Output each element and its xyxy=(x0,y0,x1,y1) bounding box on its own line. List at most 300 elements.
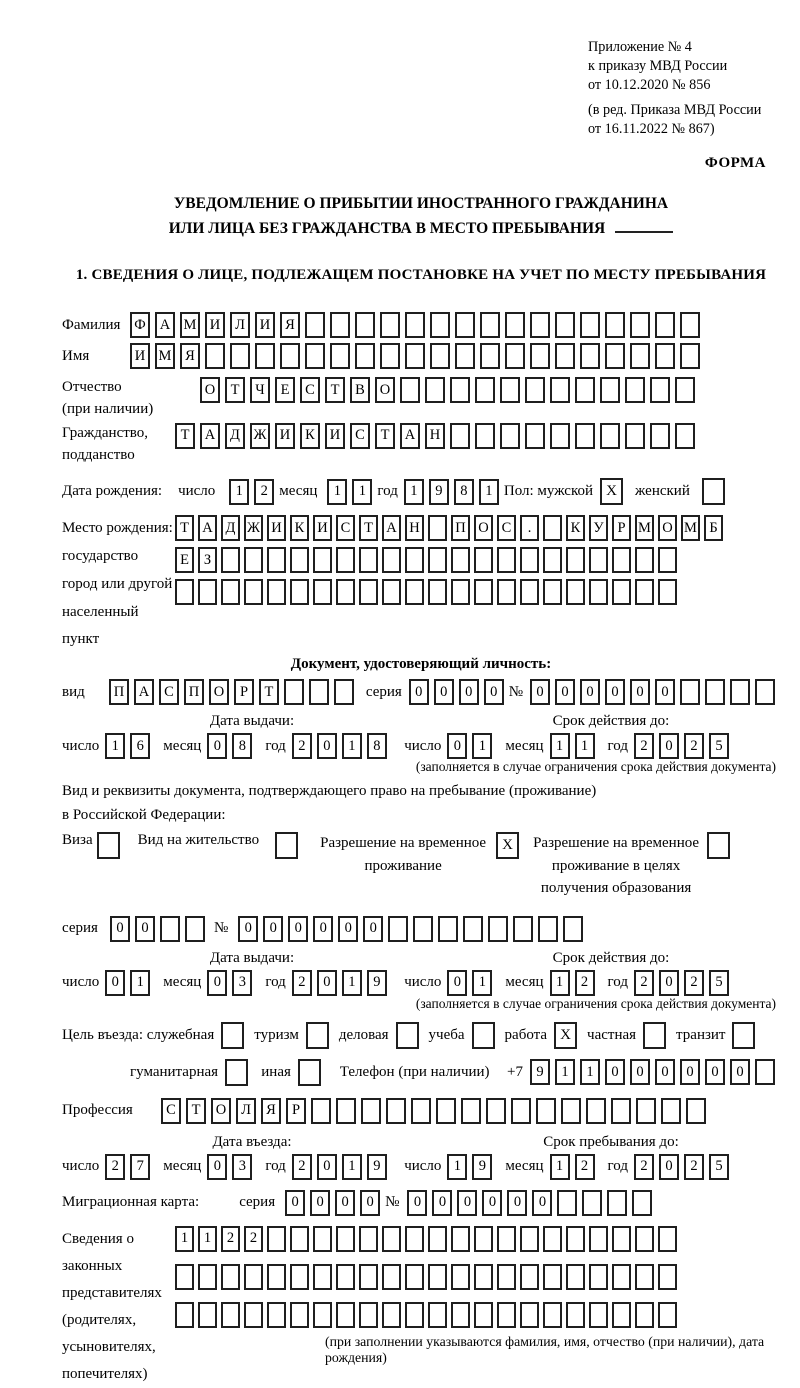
char-box[interactable] xyxy=(680,312,700,338)
char-box[interactable] xyxy=(405,343,425,369)
valid2-year-input[interactable] xyxy=(634,970,734,996)
char-box[interactable] xyxy=(198,579,217,605)
reps-row3-input[interactable] xyxy=(175,1302,780,1328)
char-box[interactable]: 0 xyxy=(338,916,358,942)
doc-type-input[interactable] xyxy=(109,679,359,705)
char-box[interactable]: Ж xyxy=(244,515,263,541)
char-box[interactable] xyxy=(612,1302,631,1328)
char-box[interactable] xyxy=(635,579,654,605)
char-box[interactable] xyxy=(543,1226,562,1252)
char-box[interactable]: И xyxy=(205,312,225,338)
char-box[interactable] xyxy=(380,343,400,369)
char-box[interactable]: К xyxy=(290,515,309,541)
char-box[interactable] xyxy=(543,1302,562,1328)
char-box[interactable]: 5 xyxy=(709,1154,729,1180)
profession-input[interactable] xyxy=(161,1098,711,1124)
char-box[interactable]: 0 xyxy=(363,916,383,942)
char-box[interactable] xyxy=(309,679,329,705)
char-box[interactable]: 9 xyxy=(429,479,449,505)
char-box[interactable] xyxy=(563,916,583,942)
char-box[interactable]: А xyxy=(200,423,220,449)
char-box[interactable]: Е xyxy=(175,547,194,573)
char-box[interactable]: 2 xyxy=(634,733,654,759)
char-box[interactable] xyxy=(451,547,470,573)
char-box[interactable] xyxy=(336,1226,355,1252)
char-box[interactable]: И xyxy=(267,515,286,541)
char-box[interactable] xyxy=(520,1302,539,1328)
char-box[interactable] xyxy=(336,547,355,573)
char-box[interactable] xyxy=(359,1226,378,1252)
char-box[interactable] xyxy=(413,916,433,942)
char-box[interactable]: А xyxy=(198,515,217,541)
char-box[interactable]: Т xyxy=(375,423,395,449)
char-box[interactable]: 0 xyxy=(285,1190,305,1216)
char-box[interactable] xyxy=(611,1098,631,1124)
char-box[interactable] xyxy=(520,1226,539,1252)
char-box[interactable] xyxy=(636,1098,656,1124)
char-box[interactable] xyxy=(290,1302,309,1328)
char-box[interactable] xyxy=(382,1226,401,1252)
char-box[interactable]: А xyxy=(134,679,154,705)
char-box[interactable] xyxy=(382,579,401,605)
char-box[interactable] xyxy=(475,423,495,449)
char-box[interactable]: 0 xyxy=(605,679,625,705)
char-box[interactable] xyxy=(543,1264,562,1290)
char-box[interactable] xyxy=(632,1190,652,1216)
char-box[interactable] xyxy=(313,579,332,605)
char-box[interactable]: 2 xyxy=(292,970,312,996)
char-box[interactable]: Т xyxy=(359,515,378,541)
char-box[interactable] xyxy=(380,312,400,338)
valid2-month-input[interactable] xyxy=(550,970,600,996)
doc-number-input[interactable] xyxy=(530,679,780,705)
char-box[interactable]: 2 xyxy=(575,1154,595,1180)
char-box[interactable]: Я xyxy=(261,1098,281,1124)
char-box[interactable]: 9 xyxy=(367,1154,387,1180)
char-box[interactable]: 0 xyxy=(110,916,130,942)
char-box[interactable] xyxy=(336,579,355,605)
char-box[interactable]: А xyxy=(155,312,175,338)
doc-series-input[interactable] xyxy=(409,679,509,705)
char-box[interactable]: 0 xyxy=(605,1059,625,1085)
char-box[interactable] xyxy=(450,423,470,449)
char-box[interactable]: 2 xyxy=(105,1154,125,1180)
char-box[interactable]: 0 xyxy=(507,1190,527,1216)
char-box[interactable] xyxy=(655,312,675,338)
char-box[interactable] xyxy=(425,377,445,403)
char-box[interactable] xyxy=(221,547,240,573)
char-box[interactable] xyxy=(474,1226,493,1252)
char-box[interactable]: 8 xyxy=(367,733,387,759)
char-box[interactable]: О xyxy=(209,679,229,705)
char-box[interactable] xyxy=(355,343,375,369)
char-box[interactable]: 1 xyxy=(479,479,499,505)
issue2-month-input[interactable] xyxy=(207,970,257,996)
char-box[interactable] xyxy=(221,579,240,605)
char-box[interactable]: Ж xyxy=(250,423,270,449)
char-box[interactable]: 1 xyxy=(555,1059,575,1085)
char-box[interactable]: 0 xyxy=(434,679,454,705)
char-box[interactable]: Я xyxy=(280,312,300,338)
char-box[interactable] xyxy=(655,343,675,369)
issue1-year-input[interactable] xyxy=(292,733,392,759)
char-box[interactable]: 5 xyxy=(709,733,729,759)
char-box[interactable] xyxy=(305,312,325,338)
char-box[interactable]: 2 xyxy=(244,1226,263,1252)
char-box[interactable] xyxy=(267,1302,286,1328)
char-box[interactable]: 0 xyxy=(238,916,258,942)
char-box[interactable] xyxy=(334,679,354,705)
char-box[interactable] xyxy=(290,1226,309,1252)
char-box[interactable]: С xyxy=(350,423,370,449)
char-box[interactable]: 0 xyxy=(457,1190,477,1216)
char-box[interactable] xyxy=(185,916,205,942)
char-box[interactable]: 1 xyxy=(327,479,347,505)
birth-day-input[interactable] xyxy=(229,479,279,505)
char-box[interactable]: 0 xyxy=(360,1190,380,1216)
char-box[interactable]: 0 xyxy=(680,1059,700,1085)
char-box[interactable]: Т xyxy=(175,423,195,449)
char-box[interactable]: 0 xyxy=(630,679,650,705)
char-box[interactable] xyxy=(557,1190,577,1216)
char-box[interactable] xyxy=(198,1302,217,1328)
char-box[interactable] xyxy=(488,916,508,942)
char-box[interactable] xyxy=(550,377,570,403)
char-box[interactable] xyxy=(675,377,695,403)
char-box[interactable]: С xyxy=(159,679,179,705)
char-box[interactable] xyxy=(428,579,447,605)
char-box[interactable]: 0 xyxy=(317,733,337,759)
birth-month-input[interactable] xyxy=(327,479,377,505)
stay-day-input[interactable] xyxy=(447,1154,497,1180)
char-box[interactable]: 0 xyxy=(532,1190,552,1216)
char-box[interactable]: П xyxy=(184,679,204,705)
char-box[interactable] xyxy=(463,916,483,942)
char-box[interactable]: 1 xyxy=(342,1154,362,1180)
name-input[interactable] xyxy=(130,343,705,369)
char-box[interactable] xyxy=(386,1098,406,1124)
char-box[interactable]: И xyxy=(130,343,150,369)
char-box[interactable]: Т xyxy=(225,377,245,403)
char-box[interactable]: Р xyxy=(234,679,254,705)
char-box[interactable] xyxy=(428,515,447,541)
char-box[interactable] xyxy=(555,312,575,338)
char-box[interactable]: 0 xyxy=(530,679,550,705)
char-box[interactable]: О xyxy=(375,377,395,403)
char-box[interactable] xyxy=(580,312,600,338)
char-box[interactable] xyxy=(405,547,424,573)
char-box[interactable]: 0 xyxy=(580,679,600,705)
char-box[interactable]: 9 xyxy=(367,970,387,996)
char-box[interactable] xyxy=(474,1264,493,1290)
stay-month-input[interactable] xyxy=(550,1154,600,1180)
char-box[interactable]: 0 xyxy=(630,1059,650,1085)
char-box[interactable]: 0 xyxy=(313,916,333,942)
purpose-work-checkbox[interactable]: X xyxy=(554,1022,577,1049)
char-box[interactable]: 0 xyxy=(207,1154,227,1180)
char-box[interactable] xyxy=(650,423,670,449)
char-box[interactable] xyxy=(630,312,650,338)
char-box[interactable] xyxy=(755,679,775,705)
char-box[interactable]: 2 xyxy=(634,970,654,996)
char-box[interactable] xyxy=(675,423,695,449)
char-box[interactable] xyxy=(543,515,562,541)
char-box[interactable]: А xyxy=(382,515,401,541)
surname-input[interactable] xyxy=(130,312,705,338)
char-box[interactable] xyxy=(497,1264,516,1290)
char-box[interactable]: 0 xyxy=(335,1190,355,1216)
char-box[interactable]: О xyxy=(200,377,220,403)
char-box[interactable]: Д xyxy=(225,423,245,449)
char-box[interactable]: С xyxy=(497,515,516,541)
char-box[interactable] xyxy=(290,547,309,573)
permit-series-input[interactable] xyxy=(110,916,210,942)
char-box[interactable] xyxy=(280,343,300,369)
char-box[interactable]: 0 xyxy=(317,970,337,996)
char-box[interactable] xyxy=(582,1190,602,1216)
char-box[interactable]: С xyxy=(161,1098,181,1124)
char-box[interactable] xyxy=(625,377,645,403)
char-box[interactable] xyxy=(198,1264,217,1290)
char-box[interactable] xyxy=(658,1226,677,1252)
issue2-year-input[interactable] xyxy=(292,970,392,996)
char-box[interactable] xyxy=(486,1098,506,1124)
char-box[interactable] xyxy=(686,1098,706,1124)
char-box[interactable]: Т xyxy=(325,377,345,403)
char-box[interactable] xyxy=(730,679,750,705)
char-box[interactable]: 0 xyxy=(447,970,467,996)
char-box[interactable]: К xyxy=(300,423,320,449)
char-box[interactable] xyxy=(513,916,533,942)
char-box[interactable] xyxy=(428,1302,447,1328)
char-box[interactable]: 0 xyxy=(263,916,283,942)
char-box[interactable] xyxy=(612,579,631,605)
char-box[interactable]: М xyxy=(681,515,700,541)
char-box[interactable] xyxy=(520,579,539,605)
char-box[interactable] xyxy=(336,1098,356,1124)
char-box[interactable]: Д xyxy=(221,515,240,541)
char-box[interactable] xyxy=(430,312,450,338)
char-box[interactable]: К xyxy=(566,515,585,541)
char-box[interactable]: 2 xyxy=(634,1154,654,1180)
char-box[interactable] xyxy=(455,343,475,369)
char-box[interactable]: У xyxy=(589,515,608,541)
char-box[interactable] xyxy=(267,1264,286,1290)
char-box[interactable] xyxy=(630,343,650,369)
purpose-study-checkbox[interactable] xyxy=(472,1022,495,1049)
char-box[interactable] xyxy=(530,312,550,338)
char-box[interactable] xyxy=(586,1098,606,1124)
stay-year-input[interactable] xyxy=(634,1154,734,1180)
char-box[interactable] xyxy=(497,579,516,605)
char-box[interactable] xyxy=(388,916,408,942)
char-box[interactable]: 1 xyxy=(105,733,125,759)
char-box[interactable] xyxy=(550,423,570,449)
char-box[interactable]: 0 xyxy=(407,1190,427,1216)
char-box[interactable]: И xyxy=(255,312,275,338)
char-box[interactable] xyxy=(359,579,378,605)
char-box[interactable]: 0 xyxy=(705,1059,725,1085)
char-box[interactable]: 8 xyxy=(454,479,474,505)
char-box[interactable]: 3 xyxy=(232,970,252,996)
char-box[interactable] xyxy=(382,547,401,573)
char-box[interactable] xyxy=(543,547,562,573)
char-box[interactable]: Т xyxy=(175,515,194,541)
char-box[interactable] xyxy=(635,1226,654,1252)
char-box[interactable] xyxy=(658,547,677,573)
char-box[interactable] xyxy=(480,312,500,338)
char-box[interactable] xyxy=(475,377,495,403)
char-box[interactable]: 0 xyxy=(207,970,227,996)
char-box[interactable]: 2 xyxy=(292,1154,312,1180)
char-box[interactable] xyxy=(230,343,250,369)
char-box[interactable]: Р xyxy=(286,1098,306,1124)
char-box[interactable] xyxy=(405,312,425,338)
char-box[interactable] xyxy=(600,377,620,403)
char-box[interactable]: М xyxy=(155,343,175,369)
char-box[interactable] xyxy=(635,1264,654,1290)
char-box[interactable] xyxy=(505,343,525,369)
birthplace-row3-input[interactable] xyxy=(175,579,727,605)
char-box[interactable] xyxy=(650,377,670,403)
char-box[interactable]: Р xyxy=(612,515,631,541)
char-box[interactable]: 0 xyxy=(659,1154,679,1180)
char-box[interactable] xyxy=(600,423,620,449)
char-box[interactable] xyxy=(382,1302,401,1328)
char-box[interactable] xyxy=(400,377,420,403)
valid1-month-input[interactable] xyxy=(550,733,600,759)
char-box[interactable] xyxy=(267,1226,286,1252)
citizenship-input[interactable] xyxy=(175,423,700,449)
phone-input[interactable] xyxy=(530,1059,780,1085)
char-box[interactable] xyxy=(382,1264,401,1290)
char-box[interactable]: С xyxy=(300,377,320,403)
char-box[interactable] xyxy=(520,1264,539,1290)
char-box[interactable] xyxy=(612,1264,631,1290)
char-box[interactable] xyxy=(313,1226,332,1252)
entry-year-input[interactable] xyxy=(292,1154,392,1180)
valid1-day-input[interactable] xyxy=(447,733,497,759)
char-box[interactable] xyxy=(680,679,700,705)
char-box[interactable] xyxy=(497,1226,516,1252)
char-box[interactable] xyxy=(566,1302,585,1328)
char-box[interactable] xyxy=(244,1302,263,1328)
char-box[interactable] xyxy=(221,1302,240,1328)
char-box[interactable]: Я xyxy=(180,343,200,369)
char-box[interactable] xyxy=(589,1226,608,1252)
purpose-humanitarian-checkbox[interactable] xyxy=(225,1059,248,1086)
char-box[interactable] xyxy=(612,1226,631,1252)
char-box[interactable]: 0 xyxy=(105,970,125,996)
birthplace-row2-input[interactable] xyxy=(175,547,727,573)
char-box[interactable] xyxy=(330,343,350,369)
issue1-month-input[interactable] xyxy=(207,733,257,759)
char-box[interactable] xyxy=(536,1098,556,1124)
char-box[interactable] xyxy=(455,312,475,338)
char-box[interactable]: 0 xyxy=(659,733,679,759)
char-box[interactable] xyxy=(284,679,304,705)
char-box[interactable] xyxy=(511,1098,531,1124)
char-box[interactable]: 9 xyxy=(472,1154,492,1180)
char-box[interactable] xyxy=(361,1098,381,1124)
char-box[interactable] xyxy=(267,547,286,573)
char-box[interactable]: 2 xyxy=(221,1226,240,1252)
char-box[interactable] xyxy=(290,1264,309,1290)
char-box[interactable] xyxy=(505,312,525,338)
char-box[interactable]: Н xyxy=(405,515,424,541)
char-box[interactable]: 0 xyxy=(730,1059,750,1085)
char-box[interactable]: С xyxy=(336,515,355,541)
char-box[interactable]: 1 xyxy=(342,733,362,759)
mig-number-input[interactable] xyxy=(407,1190,657,1216)
mig-series-input[interactable] xyxy=(285,1190,385,1216)
char-box[interactable] xyxy=(359,1264,378,1290)
birthplace-row1-input[interactable] xyxy=(175,515,727,541)
char-box[interactable] xyxy=(605,343,625,369)
char-box[interactable] xyxy=(451,1302,470,1328)
entry-month-input[interactable] xyxy=(207,1154,257,1180)
char-box[interactable]: М xyxy=(635,515,654,541)
char-box[interactable]: Ч xyxy=(250,377,270,403)
purpose-official-checkbox[interactable] xyxy=(221,1022,244,1049)
char-box[interactable]: Т xyxy=(186,1098,206,1124)
char-box[interactable]: 0 xyxy=(655,1059,675,1085)
char-box[interactable] xyxy=(755,1059,775,1085)
char-box[interactable] xyxy=(474,1302,493,1328)
char-box[interactable]: Л xyxy=(236,1098,256,1124)
char-box[interactable] xyxy=(405,1226,424,1252)
char-box[interactable]: 2 xyxy=(684,1154,704,1180)
char-box[interactable] xyxy=(530,343,550,369)
char-box[interactable]: 3 xyxy=(232,1154,252,1180)
char-box[interactable] xyxy=(160,916,180,942)
char-box[interactable]: 7 xyxy=(130,1154,150,1180)
birth-year-input[interactable] xyxy=(404,479,504,505)
char-box[interactable] xyxy=(580,343,600,369)
entry-day-input[interactable] xyxy=(105,1154,155,1180)
char-box[interactable] xyxy=(500,377,520,403)
char-box[interactable] xyxy=(175,1302,194,1328)
char-box[interactable]: 1 xyxy=(342,970,362,996)
char-box[interactable]: Е xyxy=(275,377,295,403)
char-box[interactable]: 1 xyxy=(130,970,150,996)
char-box[interactable]: П xyxy=(109,679,129,705)
char-box[interactable]: Л xyxy=(230,312,250,338)
char-box[interactable] xyxy=(480,343,500,369)
char-box[interactable]: 1 xyxy=(198,1226,217,1252)
char-box[interactable] xyxy=(175,1264,194,1290)
char-box[interactable]: 0 xyxy=(288,916,308,942)
char-box[interactable] xyxy=(658,1302,677,1328)
char-box[interactable] xyxy=(267,579,286,605)
char-box[interactable] xyxy=(635,547,654,573)
char-box[interactable] xyxy=(255,343,275,369)
char-box[interactable] xyxy=(450,377,470,403)
char-box[interactable]: 0 xyxy=(409,679,429,705)
char-box[interactable]: 1 xyxy=(404,479,424,505)
char-box[interactable]: 1 xyxy=(550,1154,570,1180)
purpose-business-checkbox[interactable] xyxy=(396,1022,419,1049)
char-box[interactable] xyxy=(428,547,447,573)
char-box[interactable] xyxy=(566,1264,585,1290)
char-box[interactable] xyxy=(244,579,263,605)
char-box[interactable]: 1 xyxy=(575,733,595,759)
char-box[interactable] xyxy=(221,1264,240,1290)
char-box[interactable]: Б xyxy=(704,515,723,541)
char-box[interactable] xyxy=(705,679,725,705)
char-box[interactable]: О xyxy=(211,1098,231,1124)
char-box[interactable] xyxy=(497,547,516,573)
